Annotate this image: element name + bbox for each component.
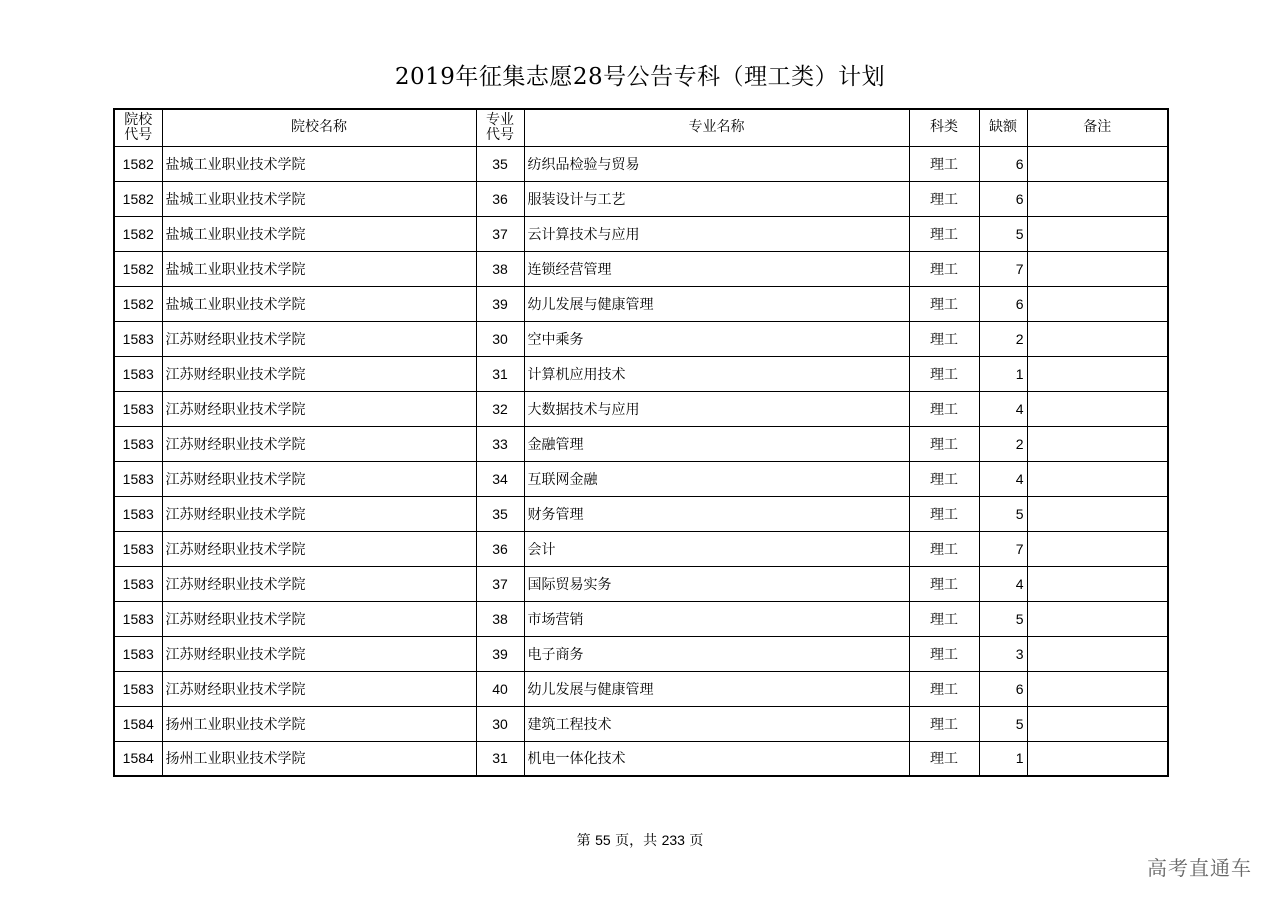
cell-school-name: 盐城工业职业技术学院 [162, 146, 476, 181]
cell-major-code: 31 [476, 356, 524, 391]
cell-school-name: 扬州工业职业技术学院 [162, 741, 476, 776]
header-remarks: 备注 [1027, 109, 1168, 146]
table-row [114, 461, 1168, 496]
page-title: 2019年征集志愿28号公告专科（理工类）计划 [394, 64, 886, 90]
cell-major-code: 32 [476, 391, 524, 426]
cell-quota: 7 [979, 531, 1027, 566]
cell-quota: 6 [979, 181, 1027, 216]
cell-remarks [1027, 356, 1168, 391]
cell-remarks [1027, 531, 1168, 566]
cell-major-name: 大数据技术与应用 [524, 391, 909, 426]
cell-category: 理工 [909, 216, 979, 251]
cell-remarks [1027, 601, 1168, 636]
table-row [114, 426, 1168, 461]
cell-remarks [1027, 566, 1168, 601]
cell-school-code: 1583 [114, 321, 162, 356]
cell-school-name: 江苏财经职业技术学院 [162, 671, 476, 706]
table-row [114, 216, 1168, 251]
footer-prefix: 第 [576, 833, 591, 849]
table-row [114, 251, 1168, 286]
cell-major-name: 空中乘务 [524, 321, 909, 356]
cell-quota: 5 [979, 496, 1027, 531]
header-major-name: 专业名称 [524, 109, 909, 146]
cell-major-name: 服装设计与工艺 [524, 181, 909, 216]
cell-school-name: 江苏财经职业技术学院 [162, 321, 476, 356]
cell-school-code: 1582 [114, 251, 162, 286]
cell-major-code: 37 [476, 216, 524, 251]
cell-school-code: 1583 [114, 671, 162, 706]
cell-remarks [1027, 426, 1168, 461]
table-row [114, 286, 1168, 321]
cell-major-code: 35 [476, 146, 524, 181]
cell-school-code: 1582 [114, 181, 162, 216]
cell-school-name: 扬州工业职业技术学院 [162, 706, 476, 741]
footer-page-number: 55 [595, 832, 611, 848]
footer-middle: 页，共 [615, 833, 658, 849]
cell-major-name: 会计 [524, 531, 909, 566]
cell-major-code: 37 [476, 566, 524, 601]
cell-quota: 2 [979, 426, 1027, 461]
cell-category: 理工 [909, 566, 979, 601]
cell-major-name: 幼儿发展与健康管理 [524, 286, 909, 321]
cell-remarks [1027, 286, 1168, 321]
cell-major-name: 市场营销 [524, 601, 909, 636]
cell-major-code: 35 [476, 496, 524, 531]
cell-quota: 4 [979, 391, 1027, 426]
cell-school-code: 1583 [114, 356, 162, 391]
cell-quota: 6 [979, 146, 1027, 181]
cell-school-name: 盐城工业职业技术学院 [162, 251, 476, 286]
table-row [114, 356, 1168, 391]
cell-remarks [1027, 461, 1168, 496]
cell-school-code: 1583 [114, 426, 162, 461]
cell-school-code: 1582 [114, 286, 162, 321]
cell-category: 理工 [909, 251, 979, 286]
cell-quota: 4 [979, 566, 1027, 601]
cell-school-name: 江苏财经职业技术学院 [162, 531, 476, 566]
table-row [114, 321, 1168, 356]
table-row [114, 181, 1168, 216]
cell-major-code: 38 [476, 251, 524, 286]
cell-school-name: 盐城工业职业技术学院 [162, 286, 476, 321]
cell-school-name: 江苏财经职业技术学院 [162, 601, 476, 636]
cell-category: 理工 [909, 461, 979, 496]
cell-school-name: 江苏财经职业技术学院 [162, 426, 476, 461]
cell-quota: 1 [979, 356, 1027, 391]
cell-school-code: 1583 [114, 566, 162, 601]
cell-major-code: 31 [476, 741, 524, 776]
cell-school-code: 1583 [114, 636, 162, 671]
table-row [114, 391, 1168, 426]
table-row [114, 706, 1168, 741]
cell-major-code: 38 [476, 601, 524, 636]
cell-major-code: 39 [476, 286, 524, 321]
watermark-logo: 高考直通车 [1147, 856, 1252, 880]
cell-major-name: 国际贸易实务 [524, 566, 909, 601]
cell-remarks [1027, 496, 1168, 531]
cell-category: 理工 [909, 531, 979, 566]
cell-major-code: 34 [476, 461, 524, 496]
cell-category: 理工 [909, 636, 979, 671]
cell-school-name: 江苏财经职业技术学院 [162, 461, 476, 496]
cell-remarks [1027, 181, 1168, 216]
cell-school-name: 盐城工业职业技术学院 [162, 216, 476, 251]
cell-category: 理工 [909, 146, 979, 181]
cell-remarks [1027, 146, 1168, 181]
page-footer [0, 830, 1280, 850]
cell-category: 理工 [909, 321, 979, 356]
header-quota: 缺额 [979, 109, 1027, 146]
cell-school-code: 1582 [114, 216, 162, 251]
table-row [114, 566, 1168, 601]
cell-major-code: 39 [476, 636, 524, 671]
table-row [114, 601, 1168, 636]
cell-quota: 1 [979, 741, 1027, 776]
cell-school-code: 1584 [114, 741, 162, 776]
cell-major-name: 金融管理 [524, 426, 909, 461]
table-row [114, 496, 1168, 531]
cell-quota: 5 [979, 601, 1027, 636]
table-row [114, 636, 1168, 671]
cell-school-code: 1583 [114, 496, 162, 531]
cell-category: 理工 [909, 706, 979, 741]
cell-major-name: 机电一体化技术 [524, 741, 909, 776]
cell-major-name: 建筑工程技术 [524, 706, 909, 741]
cell-major-code: 36 [476, 181, 524, 216]
plan-table [113, 108, 1169, 777]
footer-suffix: 页 [689, 833, 704, 849]
cell-school-code: 1583 [114, 391, 162, 426]
header-school-code: 院校 代号 [114, 109, 162, 146]
cell-remarks [1027, 251, 1168, 286]
cell-quota: 7 [979, 251, 1027, 286]
cell-quota: 5 [979, 706, 1027, 741]
cell-category: 理工 [909, 741, 979, 776]
cell-remarks [1027, 671, 1168, 706]
cell-major-code: 36 [476, 531, 524, 566]
cell-quota: 6 [979, 671, 1027, 706]
cell-category: 理工 [909, 496, 979, 531]
header-school-name: 院校名称 [162, 109, 476, 146]
cell-school-code: 1583 [114, 531, 162, 566]
cell-school-code: 1584 [114, 706, 162, 741]
cell-major-code: 33 [476, 426, 524, 461]
table-header-row [114, 109, 1168, 146]
cell-school-name: 盐城工业职业技术学院 [162, 181, 476, 216]
table-row [114, 741, 1168, 776]
cell-school-name: 江苏财经职业技术学院 [162, 636, 476, 671]
cell-category: 理工 [909, 601, 979, 636]
cell-major-code: 30 [476, 706, 524, 741]
table-row [114, 531, 1168, 566]
cell-school-name: 江苏财经职业技术学院 [162, 566, 476, 601]
cell-major-name: 纺织品检验与贸易 [524, 146, 909, 181]
cell-school-name: 江苏财经职业技术学院 [162, 356, 476, 391]
cell-major-name: 财务管理 [524, 496, 909, 531]
table-row [114, 671, 1168, 706]
cell-quota: 6 [979, 286, 1027, 321]
cell-major-name: 幼儿发展与健康管理 [524, 671, 909, 706]
cell-remarks [1027, 216, 1168, 251]
cell-quota: 5 [979, 216, 1027, 251]
table-row [114, 146, 1168, 181]
cell-remarks [1027, 706, 1168, 741]
cell-category: 理工 [909, 391, 979, 426]
cell-school-name: 江苏财经职业技术学院 [162, 496, 476, 531]
cell-school-name: 江苏财经职业技术学院 [162, 391, 476, 426]
cell-quota: 3 [979, 636, 1027, 671]
cell-major-name: 计算机应用技术 [524, 356, 909, 391]
cell-school-code: 1583 [114, 461, 162, 496]
cell-category: 理工 [909, 356, 979, 391]
cell-category: 理工 [909, 181, 979, 216]
cell-category: 理工 [909, 671, 979, 706]
cell-remarks [1027, 741, 1168, 776]
cell-remarks [1027, 321, 1168, 356]
cell-major-name: 云计算技术与应用 [524, 216, 909, 251]
cell-major-name: 互联网金融 [524, 461, 909, 496]
cell-quota: 4 [979, 461, 1027, 496]
cell-school-code: 1583 [114, 601, 162, 636]
cell-category: 理工 [909, 426, 979, 461]
cell-major-name: 连锁经营管理 [524, 251, 909, 286]
cell-remarks [1027, 391, 1168, 426]
cell-category: 理工 [909, 286, 979, 321]
header-major-code: 专业 代号 [476, 109, 524, 146]
cell-quota: 2 [979, 321, 1027, 356]
cell-major-code: 30 [476, 321, 524, 356]
cell-major-code: 40 [476, 671, 524, 706]
cell-remarks [1027, 636, 1168, 671]
cell-major-name: 电子商务 [524, 636, 909, 671]
header-category: 科类 [909, 109, 979, 146]
footer-total-pages: 233 [661, 832, 685, 848]
cell-school-code: 1582 [114, 146, 162, 181]
